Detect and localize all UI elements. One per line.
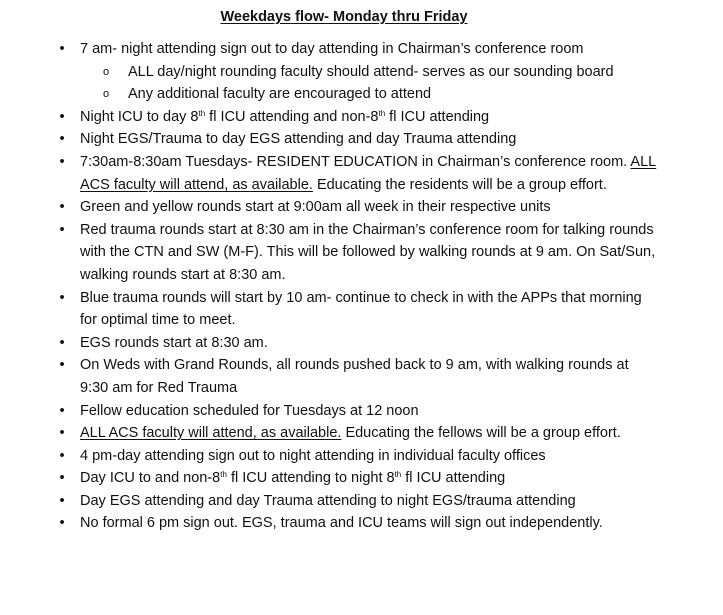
text-run: Green and yellow rounds start at 9:00am all week in their respective units (80, 199, 551, 216)
text-run: Red trauma rounds start at 8:30 am in the Chairman’s conference room for talking rounds with the CTN and SW (M-F). This will be followed by walking rounds at 9 am. On Sat/Sun, walking rounds start at 8:30 am. (80, 221, 656, 283)
text-run: Day ICU to and non-8 (80, 470, 221, 487)
list-item-text (80, 357, 629, 396)
list-item (0, 38, 658, 61)
list-item-text (80, 109, 489, 125)
list-item (0, 445, 658, 468)
circle-bullet-icon: o (103, 65, 110, 78)
document-title: Weekdays flow- Monday thru Friday (220, 9, 468, 25)
list-item-text (80, 41, 584, 57)
bullet-list (0, 38, 723, 535)
ordinal-suffix: th (220, 470, 227, 480)
underlined-text: ALL ACS faculty will attend, as available. (80, 425, 342, 442)
text-run: Blue trauma rounds will start by 10 am- continue to check in with the APPs that morning for optimal time to meet. (80, 289, 642, 329)
bullet-icon: • (59, 402, 65, 419)
circle-bullet-icon: o (103, 88, 110, 101)
bullet-icon: • (59, 153, 65, 170)
text-run: No formal 6 pm sign out. EGS, trauma and ICU teams will sign out independently. (80, 515, 603, 532)
bullet-icon: • (59, 515, 65, 532)
text-run: Night EGS/Trauma to day EGS attending and day Trauma attending (80, 131, 517, 148)
bullet-icon: • (59, 492, 65, 509)
text-run: On Weds with Grand Rounds, all rounds pushed back to 9 am, with walking rounds at 9:30 am for Red Trauma (80, 357, 629, 396)
list-item-text (80, 290, 642, 329)
text-run: Educating the residents will be a group effort. (312, 176, 607, 193)
list-item-text (80, 335, 268, 351)
text-run: Fellow education scheduled for Tuesdays at 12 noon (80, 402, 419, 419)
bullet-icon: • (59, 334, 65, 351)
list-item (0, 512, 658, 535)
list-item-text (80, 448, 546, 464)
sub-list-item (0, 61, 688, 84)
list-item (0, 151, 658, 196)
bullet-icon: • (59, 41, 65, 57)
list-item-text (80, 403, 419, 419)
list-item-text (80, 131, 516, 147)
text-run: Night ICU to day 8 (80, 108, 199, 125)
list-item (0, 422, 658, 445)
bullet-icon: • (59, 470, 65, 487)
list-item (0, 490, 658, 513)
bullet-icon: • (59, 357, 65, 374)
list-item-text (80, 222, 655, 283)
list-item-text (80, 470, 505, 486)
bullet-icon: • (59, 289, 65, 306)
list-item-text (80, 493, 576, 509)
list-item (0, 467, 658, 490)
list-item (0, 219, 658, 287)
list-item (0, 196, 658, 219)
text-run: 7 am- night attending sign out to day attending in Chairman’s conference room (80, 41, 584, 57)
sub-list-item-text: Any additional faculty are encouraged to attend (128, 86, 432, 103)
text-run: fl ICU attending (385, 108, 490, 125)
text-run: 4 pm-day attending sign out to night attending in individual faculty offices (80, 447, 546, 464)
text-run: 7:30am-8:30am Tuesdays- RESIDENT EDUCATION in Chairman’s conference room. (80, 153, 631, 170)
list-item (0, 332, 658, 355)
list-item (0, 287, 658, 332)
bullet-icon: • (59, 199, 65, 216)
bullet-icon: • (59, 131, 65, 148)
ordinal-suffix: th (198, 108, 206, 118)
bullet-icon: • (59, 108, 65, 125)
text-run: EGS rounds start at 8:30 am. (80, 334, 268, 351)
list-item (0, 128, 658, 151)
list-item-text (80, 425, 621, 441)
text-run: fl ICU attending to night 8 (226, 470, 395, 487)
list-item (0, 354, 658, 399)
text-run: fl ICU attending (401, 470, 506, 487)
bullet-icon: • (59, 425, 65, 442)
list-item (0, 400, 658, 423)
sub-list-item (0, 83, 688, 106)
text-run: Day EGS attending and day Trauma attending to night EGS/trauma attending (80, 492, 576, 509)
bullet-icon: • (59, 221, 65, 238)
text-run: Educating the fellows will be a group effort. (341, 425, 621, 442)
sub-list-item-text: ALL day/night rounding faculty should attend- serves as our sounding board (128, 63, 614, 80)
bullet-icon: • (59, 447, 65, 464)
list-item (0, 106, 658, 129)
underlined-text: ALL ACS faculty will attend, as available. (80, 153, 657, 193)
list-item-text (80, 515, 603, 531)
list-item-text (80, 199, 551, 215)
ordinal-suffix: th (394, 470, 402, 480)
text-run: fl ICU attending and non-8 (205, 108, 379, 125)
list-item-text (80, 154, 656, 193)
ordinal-suffix: th (378, 108, 386, 118)
